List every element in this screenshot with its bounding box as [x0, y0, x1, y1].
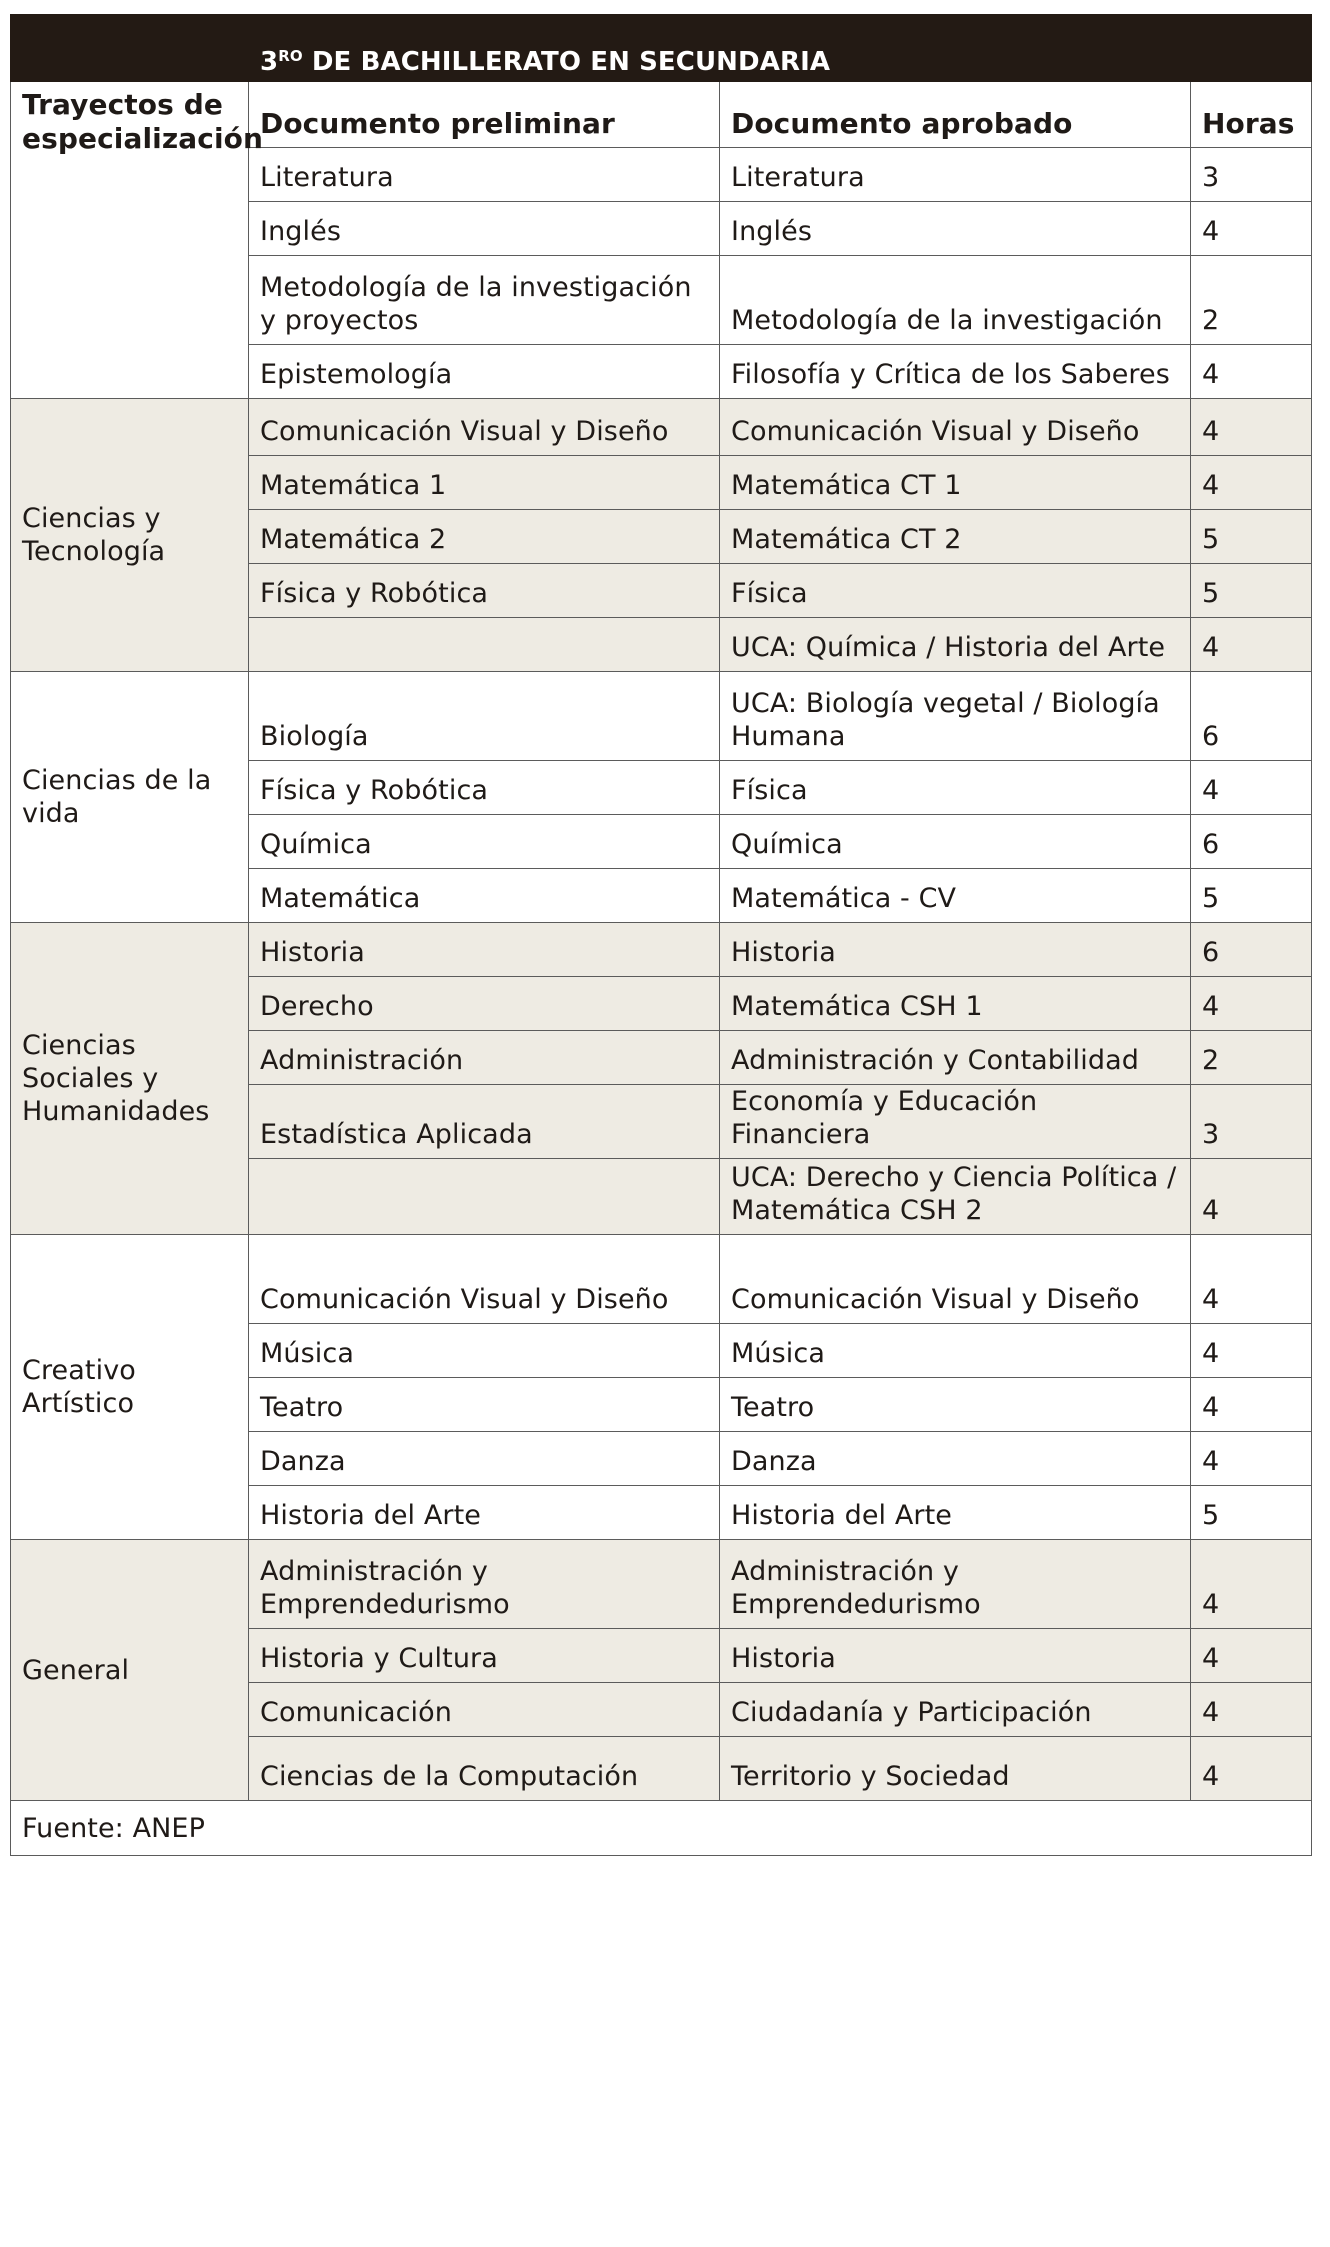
title-ordinal-suffix: RO — [278, 47, 303, 65]
column-header-preliminary: Documento preliminar — [249, 82, 720, 148]
approved-subject: Administración y Emprendedurismo — [720, 1540, 1191, 1629]
approved-subject: Metodología de la investigación — [720, 256, 1191, 345]
hours-cell: 3 — [1191, 148, 1312, 202]
preliminary-subject: Inglés — [249, 202, 720, 256]
hours-cell: 4 — [1191, 345, 1312, 399]
preliminary-subject: Historia del Arte — [249, 1486, 720, 1540]
preliminary-subject: Matemática 1 — [249, 456, 720, 510]
curriculum-table-figure — [10, 14, 1311, 1856]
table-row — [11, 1235, 1312, 1324]
title-corner-cell — [11, 15, 249, 82]
preliminary-subject: Biología — [249, 672, 720, 761]
approved-subject: Inglés — [720, 202, 1191, 256]
hours-cell: 6 — [1191, 672, 1312, 761]
hours-cell: 4 — [1191, 761, 1312, 815]
hours-cell: 4 — [1191, 1378, 1312, 1432]
approved-subject: Matemática CT 2 — [720, 510, 1191, 564]
hours-cell: 4 — [1191, 1683, 1312, 1737]
table-title-row — [11, 15, 1312, 82]
approved-subject: Comunicación Visual y Diseño — [720, 1235, 1191, 1324]
hours-cell: 5 — [1191, 869, 1312, 923]
source-row — [11, 1801, 1312, 1856]
title-text: DE BACHILLERATO EN SECUNDARIA — [302, 47, 831, 77]
preliminary-subject: Danza — [249, 1432, 720, 1486]
approved-subject: Comunicación Visual y Diseño — [720, 399, 1191, 456]
approved-subject: Matemática CSH 1 — [720, 977, 1191, 1031]
preliminary-subject: Literatura — [249, 148, 720, 202]
preliminary-subject: Matemática 2 — [249, 510, 720, 564]
track-name: Ciencias Sociales y Humanidades — [11, 923, 249, 1235]
track-name: Ciencias y Tecnología — [11, 399, 249, 672]
approved-subject: Matemática - CV — [720, 869, 1191, 923]
preliminary-subject — [249, 618, 720, 672]
approved-subject: Química — [720, 815, 1191, 869]
preliminary-subject: Teatro — [249, 1378, 720, 1432]
approved-subject: Economía y Educación Financiera — [720, 1085, 1191, 1159]
preliminary-subject: Metodología de la investigación y proyectos — [249, 256, 720, 345]
hours-cell: 6 — [1191, 923, 1312, 977]
preliminary-subject: Administración — [249, 1031, 720, 1085]
approved-subject: Literatura — [720, 148, 1191, 202]
table-row — [11, 672, 1312, 761]
hours-cell: 2 — [1191, 256, 1312, 345]
approved-subject: UCA: Derecho y Ciencia Política / Matemática CSH 2 — [720, 1159, 1191, 1235]
hours-cell: 6 — [1191, 815, 1312, 869]
preliminary-subject: Estadística Aplicada — [249, 1085, 720, 1159]
track-name: Ciencias de la vida — [11, 672, 249, 923]
source-note: Fuente: ANEP — [11, 1801, 1312, 1856]
hours-cell: 5 — [1191, 1486, 1312, 1540]
preliminary-subject: Derecho — [249, 977, 720, 1031]
approved-subject: Teatro — [720, 1378, 1191, 1432]
column-header-tracks: Trayectos de especialización — [11, 82, 249, 399]
hours-cell: 3 — [1191, 1085, 1312, 1159]
track-name: General — [11, 1540, 249, 1801]
hours-cell: 4 — [1191, 1324, 1312, 1378]
preliminary-subject: Química — [249, 815, 720, 869]
approved-subject: Danza — [720, 1432, 1191, 1486]
approved-subject: Física — [720, 761, 1191, 815]
approved-subject: Historia — [720, 1629, 1191, 1683]
approved-subject: Filosofía y Crítica de los Saberes — [720, 345, 1191, 399]
table-row — [11, 1540, 1312, 1629]
preliminary-subject: Comunicación — [249, 1683, 720, 1737]
hours-cell: 5 — [1191, 510, 1312, 564]
hours-cell: 4 — [1191, 202, 1312, 256]
approved-subject: Ciudadanía y Participación — [720, 1683, 1191, 1737]
hours-cell: 4 — [1191, 618, 1312, 672]
column-header-approved: Documento aprobado — [720, 82, 1191, 148]
approved-subject: Historia del Arte — [720, 1486, 1191, 1540]
table-row — [11, 399, 1312, 456]
preliminary-subject: Física y Robótica — [249, 564, 720, 618]
table-title — [249, 15, 1312, 82]
approved-subject: Historia — [720, 923, 1191, 977]
approved-subject: Física — [720, 564, 1191, 618]
preliminary-subject: Epistemología — [249, 345, 720, 399]
approved-subject: Administración y Contabilidad — [720, 1031, 1191, 1085]
track-name: Creativo Artístico — [11, 1235, 249, 1540]
column-header-hours: Horas — [1191, 82, 1312, 148]
preliminary-subject: Historia y Cultura — [249, 1629, 720, 1683]
curriculum-table — [10, 14, 1312, 1856]
hours-cell: 4 — [1191, 1159, 1312, 1235]
hours-cell: 4 — [1191, 1629, 1312, 1683]
preliminary-subject: Historia — [249, 923, 720, 977]
hours-cell: 4 — [1191, 399, 1312, 456]
hours-cell: 4 — [1191, 977, 1312, 1031]
hours-cell: 2 — [1191, 1031, 1312, 1085]
hours-cell: 4 — [1191, 1737, 1312, 1801]
approved-subject: UCA: Química / Historia del Arte — [720, 618, 1191, 672]
preliminary-subject — [249, 1159, 720, 1235]
table-row — [11, 923, 1312, 977]
preliminary-subject: Administración y Emprendedurismo — [249, 1540, 720, 1629]
hours-cell: 4 — [1191, 1432, 1312, 1486]
hours-cell: 5 — [1191, 564, 1312, 618]
preliminary-subject: Ciencias de la Computación — [249, 1737, 720, 1801]
title-number: 3 — [260, 47, 279, 77]
approved-subject: UCA: Biología vegetal / Biología Humana — [720, 672, 1191, 761]
approved-subject: Matemática CT 1 — [720, 456, 1191, 510]
preliminary-subject: Música — [249, 1324, 720, 1378]
hours-cell: 4 — [1191, 1235, 1312, 1324]
hours-cell: 4 — [1191, 456, 1312, 510]
preliminary-subject: Matemática — [249, 869, 720, 923]
preliminary-subject: Comunicación Visual y Diseño — [249, 399, 720, 456]
column-header-row — [11, 82, 1312, 148]
preliminary-subject: Física y Robótica — [249, 761, 720, 815]
hours-cell: 4 — [1191, 1540, 1312, 1629]
approved-subject: Territorio y Sociedad — [720, 1737, 1191, 1801]
approved-subject: Música — [720, 1324, 1191, 1378]
preliminary-subject: Comunicación Visual y Diseño — [249, 1235, 720, 1324]
